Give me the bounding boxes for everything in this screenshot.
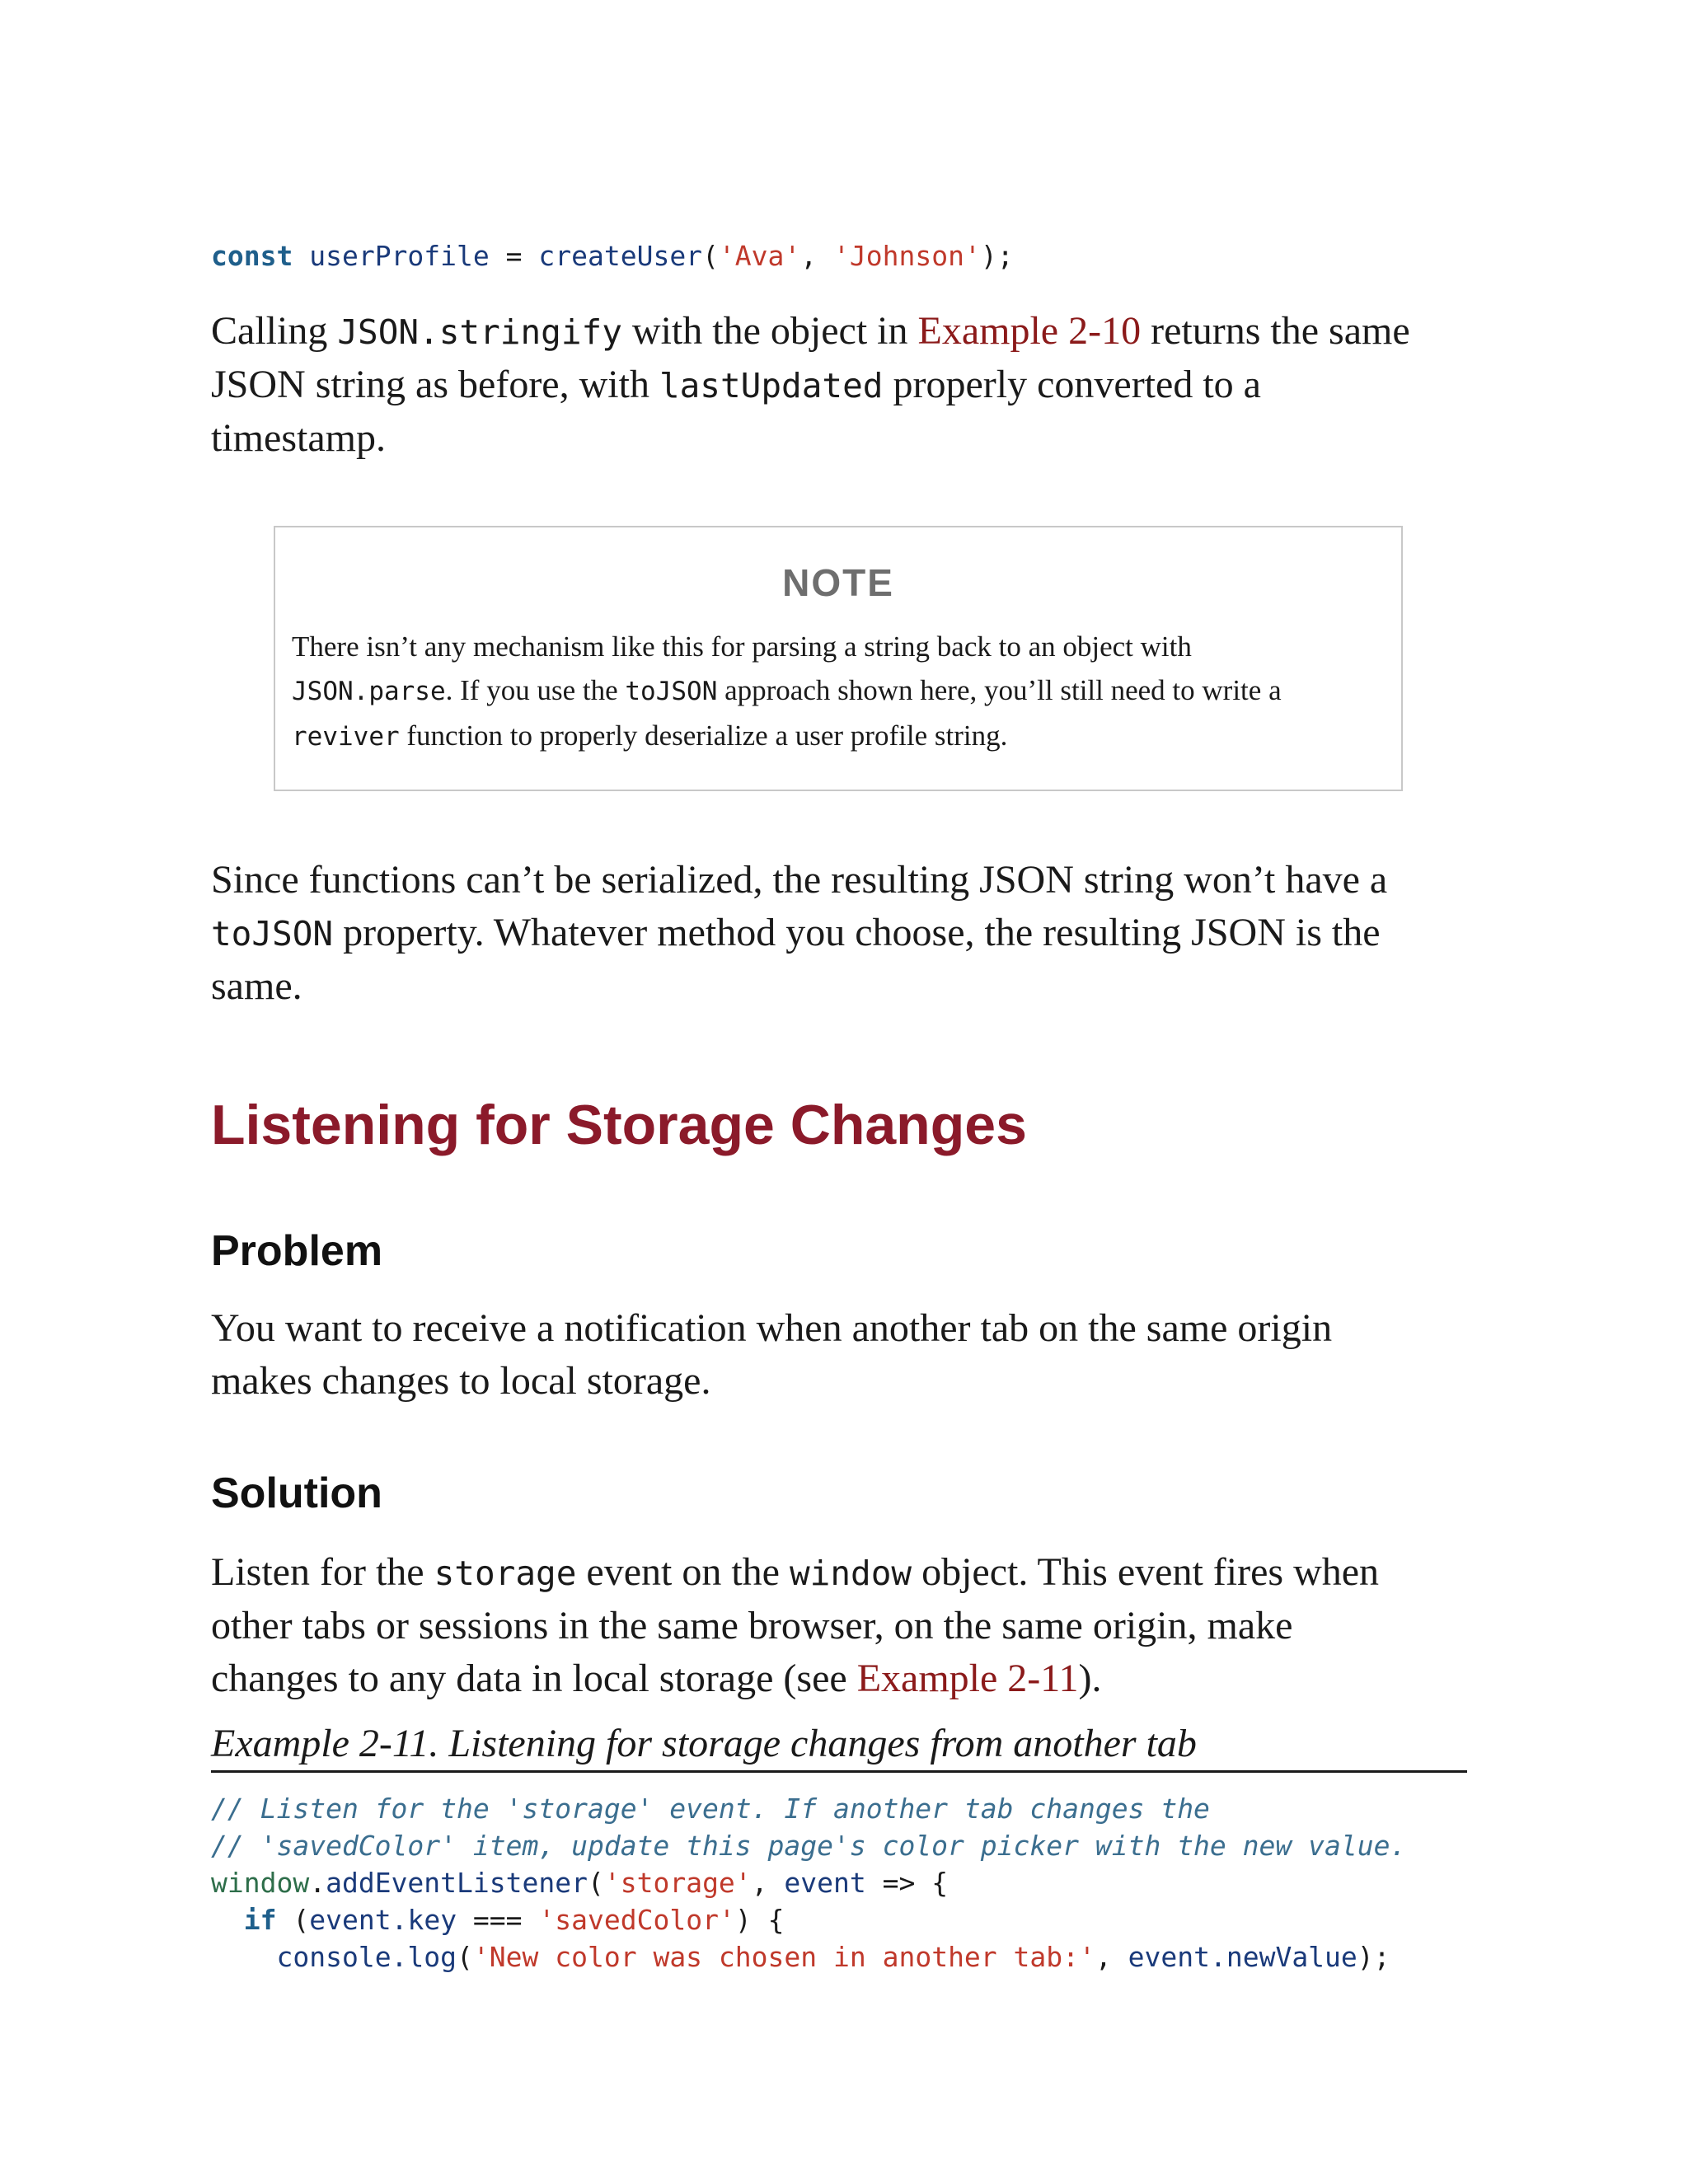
code-variable: event.newValue bbox=[1128, 1941, 1357, 1973]
code-punc: => { bbox=[865, 1867, 949, 1899]
code-comma: , bbox=[800, 240, 834, 272]
inline-code: toJSON bbox=[211, 914, 334, 954]
paragraph-line bbox=[211, 1652, 1467, 1705]
text: changes to any data in local storage (see bbox=[211, 1657, 857, 1700]
inline-code: JSON.stringify bbox=[337, 312, 622, 352]
problem-text bbox=[211, 1302, 1467, 1408]
code-punc: ) { bbox=[734, 1904, 785, 1936]
code-operator: = bbox=[489, 240, 539, 272]
code-variable: event.key bbox=[309, 1904, 457, 1936]
paragraph-line: You want to receive a notification when another tab on the same origin bbox=[211, 1306, 1333, 1350]
code-indent bbox=[211, 1941, 276, 1973]
code-comment bbox=[211, 1790, 1406, 1827]
paragraph-line bbox=[211, 907, 1467, 960]
text: properly converted to a bbox=[883, 363, 1261, 406]
paragraph-json-stringify bbox=[211, 305, 1467, 465]
code-object: window bbox=[211, 1867, 310, 1899]
text: function to properly deserialize a user profile string. bbox=[399, 719, 1008, 752]
code-line bbox=[211, 1901, 1406, 1938]
solution-text bbox=[211, 1546, 1467, 1705]
text: Calling bbox=[211, 309, 338, 353]
example-caption: Example 2-11. Listening for storage changes from another tab bbox=[211, 1722, 1197, 1765]
paragraph-line bbox=[211, 305, 1467, 359]
code-line bbox=[211, 1938, 1406, 1975]
note-line: There isn’t any mechanism like this for parsing a string back to an object with bbox=[292, 630, 1192, 663]
text: approach shown here, you’ll still need to write a bbox=[717, 674, 1282, 706]
code-string: 'New color was chosen in another tab:' bbox=[472, 1941, 1095, 1973]
inline-code: JSON.parse bbox=[292, 677, 446, 706]
paragraph-line: timestamp. bbox=[211, 416, 386, 460]
code-punc: , bbox=[1095, 1941, 1128, 1973]
code-line-create-user bbox=[211, 237, 1014, 274]
inline-code: lastUpdated bbox=[659, 366, 884, 405]
text: returns the same bbox=[1141, 309, 1410, 353]
note-line bbox=[292, 714, 1380, 759]
code-indent bbox=[211, 1904, 244, 1936]
code-punc: ( bbox=[457, 1941, 473, 1973]
note-body bbox=[292, 625, 1380, 759]
text: object. This event fires when bbox=[912, 1550, 1380, 1594]
note-line bbox=[292, 668, 1380, 714]
code-function: addEventListener bbox=[326, 1867, 588, 1899]
note-title: NOTE bbox=[782, 561, 894, 604]
inline-code: reviver bbox=[292, 722, 400, 752]
solution-heading: Solution bbox=[211, 1469, 382, 1517]
inline-code: toJSON bbox=[625, 677, 718, 706]
caption-rule bbox=[211, 1770, 1467, 1773]
comment-text: // 'savedColor' item, update this page's color picker with the new value. bbox=[211, 1830, 1407, 1862]
code-string: 'storage' bbox=[603, 1867, 752, 1899]
code-keyword: if bbox=[243, 1904, 277, 1936]
example-link[interactable]: Example 2-11 bbox=[856, 1657, 1079, 1700]
text: with the object in bbox=[621, 309, 918, 353]
comment-text: // Listen for the 'storage' event. If another tab changes the bbox=[211, 1793, 1210, 1825]
text: JSON string as before, with bbox=[211, 363, 659, 406]
section-title: Listening for Storage Changes bbox=[211, 1094, 1027, 1156]
paragraph-line: makes changes to local storage. bbox=[211, 1359, 711, 1403]
note-box bbox=[274, 526, 1403, 791]
code-punc: ); bbox=[1357, 1941, 1390, 1973]
code-string: 'Ava' bbox=[718, 240, 801, 272]
text: . If you use the bbox=[445, 674, 626, 706]
code-string: 'Johnson' bbox=[833, 240, 981, 272]
text: property. Whatever method you choose, the resulting JSON is the bbox=[333, 911, 1381, 954]
paragraph-line bbox=[211, 1546, 1467, 1600]
code-comment bbox=[211, 1827, 1406, 1864]
text: Listen for the bbox=[211, 1550, 434, 1594]
code-variable: userProfile bbox=[309, 240, 490, 272]
code-punc: ( bbox=[276, 1904, 310, 1936]
example-link[interactable]: Example 2-10 bbox=[917, 309, 1142, 353]
paragraph-line: same. bbox=[211, 964, 302, 1008]
code-function: createUser bbox=[538, 240, 703, 272]
code-line bbox=[211, 1864, 1406, 1901]
code-punc: ( bbox=[587, 1867, 604, 1899]
code-paren-open: ( bbox=[702, 240, 719, 272]
code-variable: event bbox=[784, 1867, 866, 1899]
text: ). bbox=[1078, 1657, 1102, 1700]
code-keyword: const bbox=[211, 240, 293, 272]
code-punc: . bbox=[309, 1867, 326, 1899]
inline-code: window bbox=[789, 1554, 912, 1593]
code-operator: === bbox=[457, 1904, 539, 1936]
paragraph-serialization bbox=[211, 854, 1467, 1013]
code-example bbox=[211, 1790, 1406, 1975]
code-function: console.log bbox=[276, 1941, 457, 1973]
inline-code: storage bbox=[434, 1554, 577, 1593]
text: event on the bbox=[576, 1550, 790, 1594]
paragraph-line bbox=[211, 359, 1467, 412]
code-punc: , bbox=[751, 1867, 785, 1899]
paragraph-line: other tabs or sessions in the same browser, on the same origin, make bbox=[211, 1604, 1293, 1647]
code-paren-close: ); bbox=[980, 240, 1014, 272]
code-string: 'savedColor' bbox=[538, 1904, 735, 1936]
problem-heading: Problem bbox=[211, 1227, 383, 1275]
paragraph-line: Since functions can’t be serialized, the resulting JSON string won’t have a bbox=[211, 858, 1388, 902]
